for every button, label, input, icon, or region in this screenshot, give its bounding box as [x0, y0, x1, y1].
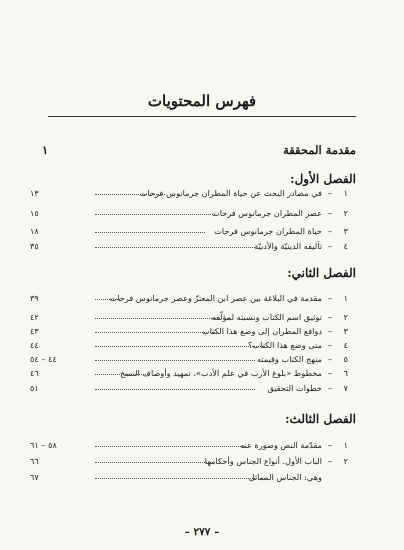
- entry-dash: –: [327, 456, 332, 466]
- dot-leader: [95, 231, 205, 233]
- dot-leader: [95, 317, 230, 319]
- dot-leader: [95, 359, 255, 361]
- entry-dash: –: [327, 440, 332, 450]
- entry-number: ٣: [343, 226, 348, 236]
- toc-entry: [0, 381, 404, 395]
- chapter-title: الفصل الأول:: [290, 172, 356, 186]
- intro-page-number: ١: [42, 143, 49, 157]
- entry-page-number: ٤٢: [30, 312, 39, 322]
- entry-number: ٤: [343, 340, 348, 350]
- entry-text: مخطوط «بلوغ الأرب في علم الأدب»، تمهيد وأوصاف النسخ: [120, 368, 322, 378]
- entry-dash: –: [327, 188, 332, 198]
- entry-number: ٢: [343, 208, 348, 218]
- chapter-title: الفصل الثالث:: [285, 412, 356, 426]
- entry-text: وهي: الجناس المماثل: [248, 472, 322, 482]
- entry-text: مقدمة في البلاغة بين عصر ابن المعتزّ وعصر جرمانوس فرحات: [109, 293, 322, 303]
- entry-number: ٢: [343, 456, 348, 466]
- entry-page-number: ١٨: [30, 226, 39, 236]
- entry-text: الباب الأول. أنواع الجناس وأحكامها: [204, 456, 322, 466]
- entry-dash: –: [327, 293, 332, 303]
- entry-text: متى وضع هذا الكتاب؟: [248, 340, 322, 350]
- entry-text: تآليفه الدينيّة والأدبيّة: [254, 241, 322, 251]
- dot-leader: [95, 298, 120, 300]
- dot-leader: [95, 373, 150, 375]
- entry-page-number: ٦٦: [30, 456, 39, 466]
- page-title: فهرس المحتويات: [147, 92, 257, 110]
- toc-entry: [0, 454, 404, 468]
- entry-dash: –: [327, 383, 332, 393]
- entry-number: ١: [343, 440, 348, 450]
- entry-text: دوافع المطران إلى وضع هذا الكتاب: [202, 326, 322, 336]
- entry-page-number: ١٥: [30, 208, 39, 218]
- dot-leader: [95, 331, 215, 333]
- entry-page-number: ١٣: [30, 188, 39, 198]
- chapter-title: الفصل الثاني:: [287, 266, 356, 280]
- dot-leader: [95, 193, 165, 195]
- dot-leader: [95, 477, 265, 479]
- entry-text: منهج الكتاب وقيمته: [256, 354, 322, 364]
- toc-entry: [0, 206, 404, 220]
- entry-page-number: ٦٧: [30, 472, 39, 482]
- dot-leader: [95, 345, 265, 347]
- toc-entry: [0, 310, 404, 324]
- entry-text: خطوات التحقيق: [267, 383, 322, 393]
- entry-dash: –: [327, 354, 332, 364]
- toc-entry: [0, 366, 404, 380]
- entry-number: ١: [343, 293, 348, 303]
- entry-dash: –: [327, 326, 332, 336]
- entry-page-number: ٣٩: [30, 293, 39, 303]
- entry-dash: –: [327, 208, 332, 218]
- dot-leader: [95, 445, 245, 447]
- entry-dash: –: [327, 226, 332, 236]
- entry-number: ٧: [343, 383, 348, 393]
- entry-number: ٣: [343, 326, 348, 336]
- entry-text: في مصادر البحث عن حياة المطران جرمانوس فرحات: [139, 188, 322, 198]
- toc-entry: [0, 324, 404, 338]
- entry-text: حياة المطران جرمانوس فرحات: [214, 226, 322, 236]
- entry-text: عصر المطران جرمانوس فرحات: [212, 208, 322, 218]
- entry-dash: –: [327, 340, 332, 350]
- toc-entry: [0, 224, 404, 238]
- entry-dash: –: [327, 241, 332, 251]
- entry-text: توثيق اسم الكتاب ونسبته لمؤلّفه: [211, 312, 322, 322]
- entry-number: ٦: [343, 368, 348, 378]
- toc-entry: [0, 352, 404, 366]
- page-number-footer: – ٢٧٧ –: [184, 526, 220, 538]
- entry-dash: –: [327, 312, 332, 322]
- entry-number: ١: [343, 188, 348, 198]
- dot-leader: [95, 246, 255, 248]
- intro-label: مقدمة المحققة: [283, 143, 356, 157]
- entry-text: مقدّمة النص وصورة عنه: [240, 440, 322, 450]
- entry-page-number: ٤٣: [30, 326, 39, 336]
- toc-entry: [0, 239, 404, 253]
- entry-number: ٥: [343, 354, 348, 364]
- dot-leader: [95, 388, 255, 390]
- entry-page-number: ٥١: [30, 383, 39, 393]
- entry-page-number: ٤٤: [30, 340, 39, 350]
- title-rule: [48, 116, 356, 117]
- entry-number: ٢: [343, 312, 348, 322]
- entry-dash: –: [327, 368, 332, 378]
- entry-page-number: ٥٨ – ٦١: [30, 440, 57, 450]
- entry-page-number: ٤٦: [30, 368, 39, 378]
- toc-entry: [0, 338, 404, 352]
- dot-leader: [95, 461, 215, 463]
- entry-page-number: ٤٤ – ٥٤: [30, 354, 57, 364]
- toc-entry: [0, 291, 404, 305]
- toc-entry: [0, 470, 404, 484]
- toc-entry: [0, 186, 404, 200]
- entry-page-number: ٣٥: [30, 241, 39, 251]
- dot-leader: [95, 213, 215, 215]
- entry-number: ٤: [343, 241, 348, 251]
- toc-entry: [0, 438, 404, 452]
